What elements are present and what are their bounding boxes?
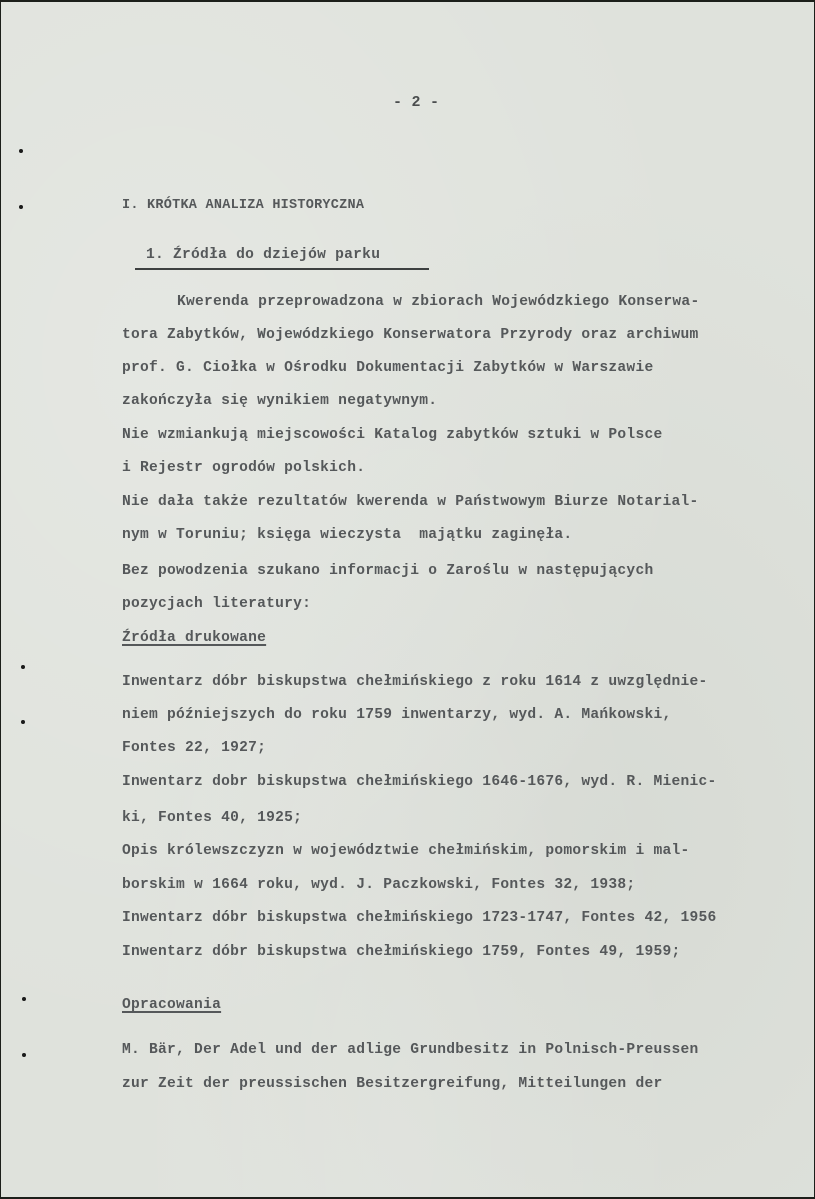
margin-dot: [22, 997, 26, 1001]
source-line: niem późniejszych do roku 1759 inwentarzy, wyd. A. Mańkowski,: [122, 707, 672, 723]
paragraph-line: Kwerenda przeprowadzona w zbiorach Wojewódzkiego Konserwa-: [177, 294, 700, 310]
margin-dot: [21, 720, 25, 724]
page-number: - 2 -: [393, 94, 440, 111]
paragraph-line: i Rejestr ogrodów polskich.: [122, 460, 366, 476]
printed-sources-heading: Źródła drukowane: [122, 630, 267, 646]
document-page: [1, 2, 814, 1197]
study-line: zur Zeit der preussischen Besitzergreifung, Mitteilungen der: [122, 1076, 663, 1092]
source-line: borskim w 1664 roku, wyd. J. Paczkowski, Fontes 32, 1938;: [122, 877, 636, 893]
paragraph-line: prof. G. Ciołka w Ośrodku Dokumentacji Zabytków w Warszawie: [122, 360, 654, 376]
paragraph-line: Bez powodzenia szukano informacji o Zaroślu w następujących: [122, 563, 654, 579]
source-line: ki, Fontes 40, 1925;: [122, 810, 303, 826]
paragraph-line: Nie wzmiankują miejscowości Katalog zabytków sztuki w Polsce: [122, 427, 663, 443]
source-line: Inwentarz dobr biskupstwa chełmińskiego 1646-1676, wyd. R. Mienic-: [122, 774, 717, 790]
paragraph-line: tora Zabytków, Wojewódzkiego Konserwatora Przyrody oraz archiwum: [122, 327, 699, 343]
subsection-underline: [135, 268, 429, 270]
margin-dot: [19, 149, 23, 153]
source-line: Inwentarz dóbr biskupstwa chełmińskiego 1723-1747, Fontes 42, 1956: [122, 910, 717, 926]
margin-dot: [21, 665, 25, 669]
study-line: M. Bär, Der Adel und der adlige Grundbesitz in Polnisch-Preussen: [122, 1042, 699, 1058]
source-line: Inwentarz dóbr biskupstwa chełmińskiego 1759, Fontes 49, 1959;: [122, 944, 681, 960]
subsection-heading: 1. Źródła do dziejów parku: [146, 247, 381, 263]
paragraph-line: pozycjach literatury:: [122, 596, 312, 612]
paragraph-line: zakończyła się wynikiem negatywnym.: [122, 393, 438, 409]
paragraph-line: nym w Toruniu; księga wieczysta majątku zaginęła.: [122, 527, 573, 543]
section-heading: I. KRÓTKA ANALIZA HISTORYCZNA: [122, 198, 365, 213]
source-line: Fontes 22, 1927;: [122, 740, 267, 756]
paragraph-line: Nie dała także rezultatów kwerenda w Państwowym Biurze Notarial-: [122, 494, 699, 510]
studies-heading: Opracowania: [122, 997, 222, 1013]
source-line: Opis królewszczyzn w województwie chełmińskim, pomorskim i mal-: [122, 843, 690, 859]
source-line: Inwentarz dóbr biskupstwa chełmińskiego z roku 1614 z uwzględnie-: [122, 674, 708, 690]
margin-dot: [19, 205, 23, 209]
margin-dot: [22, 1053, 26, 1057]
